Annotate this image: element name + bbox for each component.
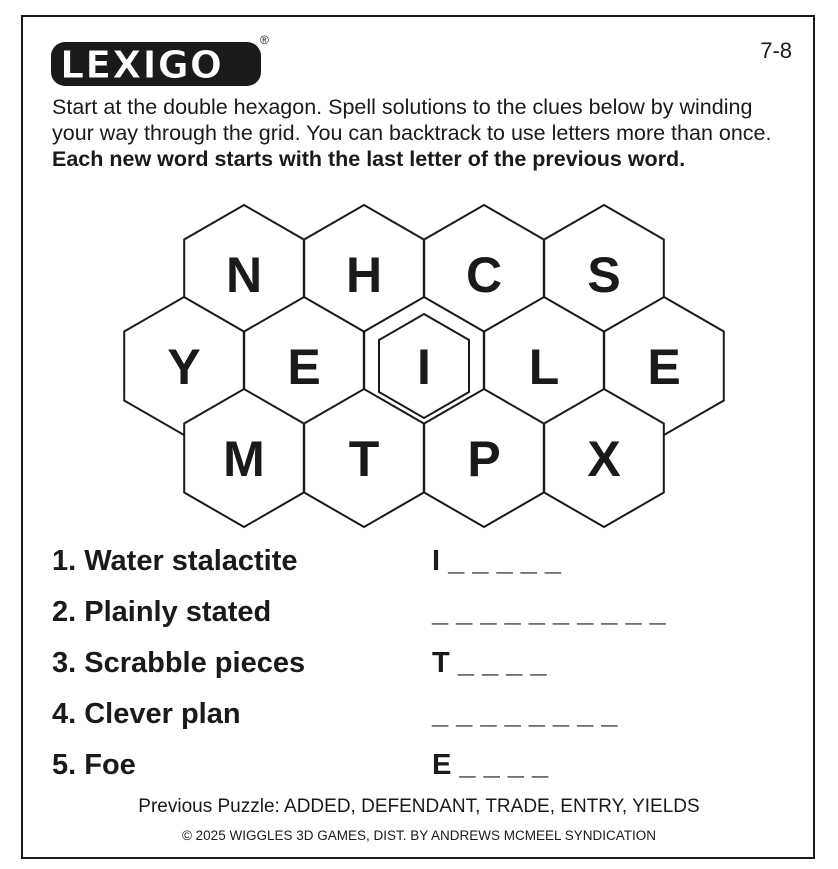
hex-letter-m: M xyxy=(223,431,265,487)
clue-1-label: 1. Water stalactite xyxy=(52,545,298,577)
hex-letter-n: N xyxy=(225,247,263,303)
hex-letter-p: P xyxy=(467,431,501,487)
clue-1-answer[interactable]: I _ _ _ _ _ xyxy=(432,545,561,577)
hex-letter-y: Y xyxy=(167,339,201,395)
clue-4-label: 4. Clever plan xyxy=(52,698,241,730)
copyright-notice: © 2025 WIGGLES 3D GAMES, DIST. BY ANDREWS MCMEEL SYNDICATION xyxy=(181,828,657,843)
hex-letter-x: X xyxy=(587,431,621,487)
hex-letter-t: T xyxy=(348,431,380,487)
hex-letter-i: I xyxy=(417,339,431,395)
instructions-bold-text: Each new word starts with the last letter of the previous word. xyxy=(52,147,686,171)
hex-letter-e: E xyxy=(287,339,321,395)
clue-5-label: 5. Foe xyxy=(52,749,136,781)
previous-puzzle-answers: Previous Puzzle: ADDED, DEFENDANT, TRADE, ENTRY, YIELDS xyxy=(138,796,700,817)
hex-letter-l: L xyxy=(528,339,560,395)
registered-mark: ® xyxy=(260,33,269,47)
clue-2-answer[interactable]: _ _ _ _ _ _ _ _ _ _ xyxy=(432,596,666,628)
hex-letter-s: S xyxy=(587,247,621,303)
clue-3-label: 3. Scrabble pieces xyxy=(52,647,306,679)
puzzle-number: 7-8 xyxy=(760,38,792,63)
instructions-text: Start at the double hexagon. Spell solutions to the clues below by winding your way through the grid. You can backtrack to use letters more than once. xyxy=(52,95,772,145)
hex-letter-e: E xyxy=(647,339,681,395)
logo-text: LEXIGO xyxy=(60,43,224,87)
clue-4-answer[interactable]: _ _ _ _ _ _ _ _ xyxy=(432,698,618,730)
hex-letter-h: H xyxy=(345,247,383,303)
clue-5-answer[interactable]: E _ _ _ _ xyxy=(432,749,549,781)
hex-letter-c: C xyxy=(465,247,503,303)
clue-3-answer[interactable]: T _ _ _ _ xyxy=(432,647,547,679)
clue-2-label: 2. Plainly stated xyxy=(52,596,272,628)
